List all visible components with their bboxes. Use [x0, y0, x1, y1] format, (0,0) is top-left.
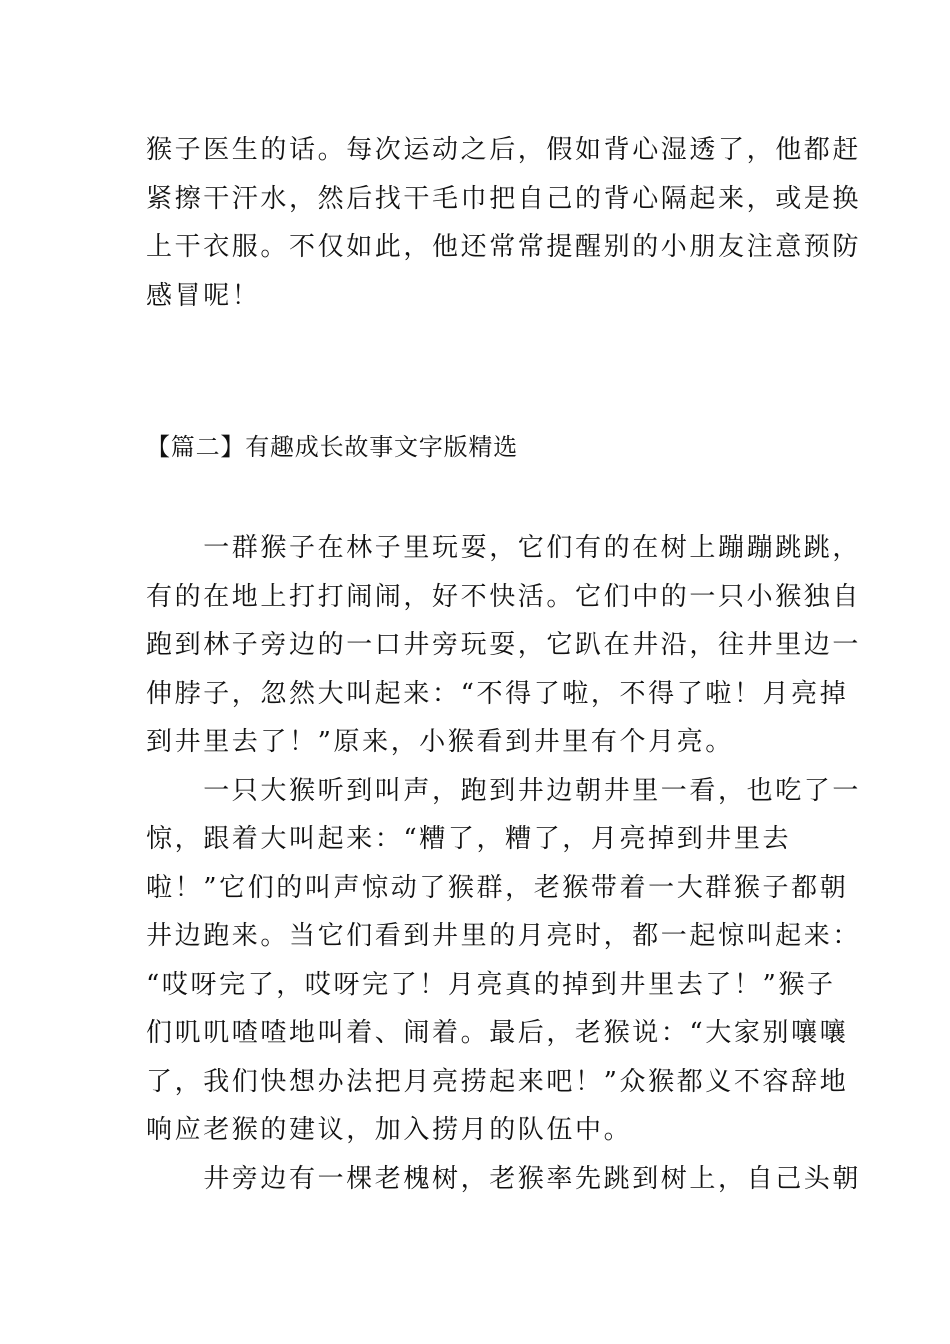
- text-line: 了，我们快想办法把月亮捞起来吧！”众猴都义不容辞地: [146, 1066, 849, 1097]
- section-heading-block: [146, 423, 808, 472]
- text-line: “哎呀完了，哎呀完了！月亮真的掉到井里去了！”猴子: [146, 969, 836, 1000]
- text-line: 上干衣服。不仅如此，他还常常提醒别的小朋友注意预防: [146, 232, 862, 262]
- text-line: 猴子医生的话。每次运动之后，假如背心湿透了，他都赶: [146, 135, 862, 165]
- text-line: 啦！”它们的叫声惊动了猴群，老猴带着一大群猴子都朝: [146, 872, 849, 903]
- text-line: 惊，跟着大叫起来：“糟了，糟了，月亮掉到井里去: [146, 824, 792, 854]
- text-line: 井旁边有一棵老槐树，老猴率先跳到树上，自己头朝: [146, 1163, 862, 1194]
- text-line: 跑到林子旁边的一口井旁玩耍，它趴在井沿，往井里边一: [146, 630, 862, 660]
- text-line: 到井里去了！”原来，小猴看到井里有个月亮。: [146, 727, 734, 757]
- text-line: 伸脖子，忽然大叫起来：“不得了啦，不得了啦！月亮掉: [146, 678, 849, 709]
- story-body: [146, 524, 862, 1203]
- top-paragraph: [146, 126, 862, 320]
- text-line: 们叽叽喳喳地叫着、闹着。最后，老猴说：“大家别嚷嚷: [146, 1018, 849, 1048]
- text-line: 感冒呢！: [146, 280, 261, 311]
- text-line: 紧擦干汗水，然后找干毛巾把自己的背心隔起来，或是换: [146, 183, 862, 214]
- text-line: 有的在地上打打闹闹，好不快活。它们中的一只小猴独自: [146, 581, 862, 612]
- section-heading: 【篇二】有趣成长故事文字版精选: [146, 433, 518, 461]
- text-line: 响应老猴的建议，加入捞月的队伍中。: [146, 1115, 633, 1145]
- text-line: 一群猴子在林子里玩耍，它们有的在树上蹦蹦跳跳，: [146, 533, 862, 563]
- text-line: 井边跑来。当它们看到井里的月亮时，都一起惊叫起来：: [146, 921, 862, 951]
- text-line: 一只大猴听到叫声，跑到井边朝井里一看，也吃了一: [146, 775, 862, 806]
